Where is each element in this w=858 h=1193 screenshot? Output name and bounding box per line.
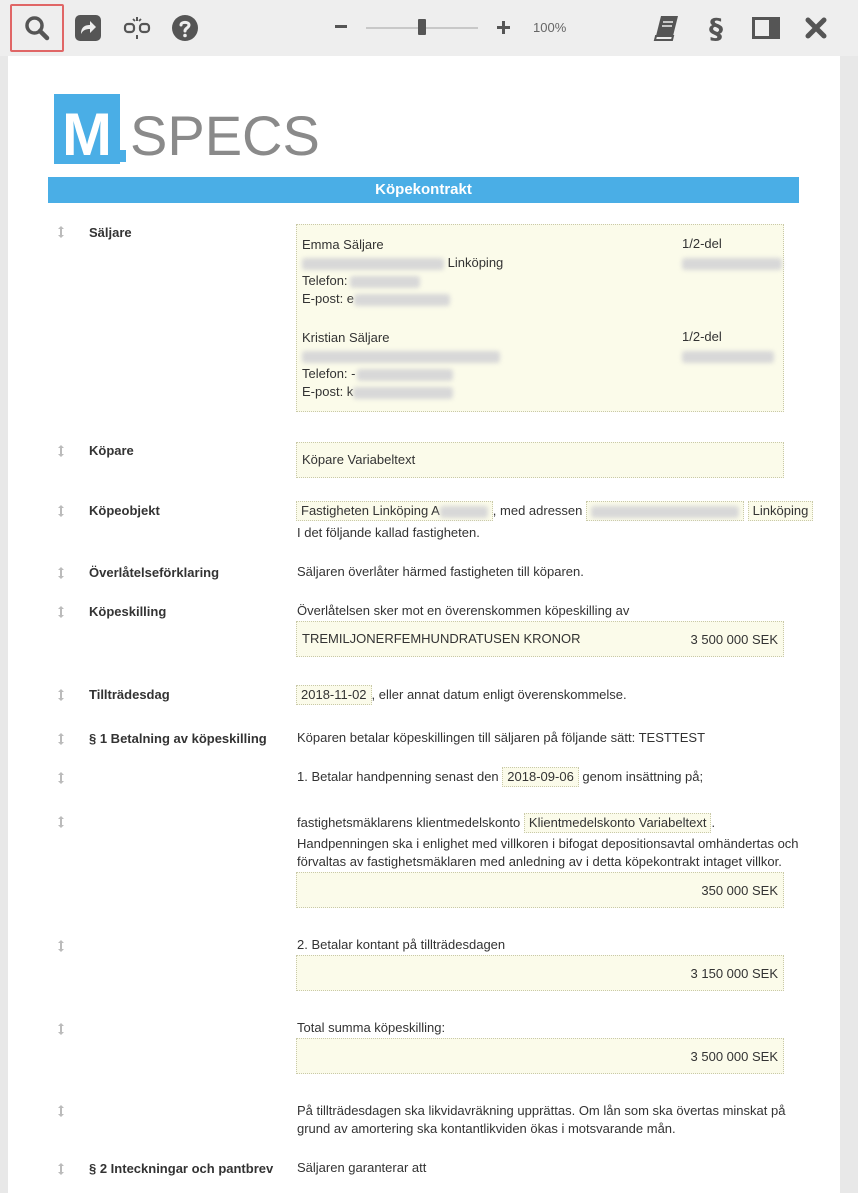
drag-handle-icon[interactable] (57, 772, 65, 784)
total-label: Total summa köpeskilling: (297, 1020, 446, 1035)
seller-1-name: Emma Säljare (302, 237, 384, 252)
section-label-mortgage: § 2 Inteckningar och pantbrev (89, 1161, 274, 1176)
search-icon (24, 15, 50, 41)
search-button[interactable] (10, 4, 64, 52)
deposit-amount: 350 000 SEK (701, 883, 778, 898)
seller-2-name: Kristian Säljare (302, 330, 390, 345)
redacted-text (682, 258, 782, 270)
close-icon (805, 17, 827, 39)
unlink-button[interactable] (116, 7, 158, 49)
sidebar-panel-icon (752, 16, 780, 40)
section-label-payment: § 1 Betalning av köpeskilling (89, 731, 267, 746)
zoom-out-button[interactable] (332, 18, 350, 36)
seller-2-email: E-post: k (302, 383, 453, 401)
section-label-access: Tillträdesdag (89, 687, 170, 702)
deposit-amount-field[interactable] (296, 872, 784, 908)
svg-text:M: M (62, 101, 112, 168)
seller-1-phone: Telefon: (302, 272, 420, 290)
svg-text:§: § (709, 13, 723, 43)
object-line-2: I det följande kallad fastigheten. (297, 525, 480, 540)
drag-handle-icon[interactable] (57, 606, 65, 618)
section-label-price: Köpeskilling (89, 604, 167, 619)
document-page (8, 56, 840, 1193)
account-line: fastighetsmäklarens klientmedelskonto Klientmedelskonto Variabeltext . (297, 813, 715, 833)
document-title: Köpekontrakt (48, 177, 799, 203)
share-button[interactable] (67, 7, 109, 49)
unlink-icon (123, 15, 151, 41)
deposit-text-2: förvaltas av fastighetsmäklaren med anledning av i detta köpekontrakt intaget villkor. (297, 854, 782, 869)
seller-2-address (302, 347, 500, 365)
city-field[interactable]: Linköping (748, 501, 814, 521)
address-field[interactable] (586, 501, 744, 521)
payment-step-1: 1. Betalar handpenning senast den 2018-09-06 genom insättning på; (297, 767, 703, 787)
seller-1-email: E-post: e (302, 290, 450, 308)
seller-2-phone: Telefon: - (302, 365, 453, 383)
price-amount: 3 500 000 SEK (690, 632, 778, 647)
cash-amount: 3 150 000 SEK (690, 966, 778, 981)
settlement-text-1: På tillträdesdagen ska likvidavräkning upprättas. Om lån som ska övertas minskat på (297, 1103, 786, 1118)
zoom-in-button[interactable] (494, 18, 512, 36)
deposit-text-1: Handpenningen ska i enlighet med villkoren i bifogat depositionsavtal omhändertas och (297, 836, 799, 851)
help-button[interactable] (164, 7, 206, 49)
price-field[interactable] (296, 621, 784, 657)
total-amount: 3 500 000 SEK (690, 1049, 778, 1064)
drag-handle-icon[interactable] (57, 445, 65, 457)
object-line-1: Fastigheten Linköping A , med adressen Linköping (296, 501, 813, 521)
book-icon (653, 14, 681, 42)
buyer-value: Köpare Variabeltext (302, 452, 416, 467)
drag-handle-icon[interactable] (57, 1163, 65, 1175)
seller-field[interactable] (296, 224, 784, 412)
close-button[interactable] (795, 7, 837, 49)
minus-icon (335, 25, 347, 29)
settlement-text-2: grund av amortering ska kontantlikviden ökas i motsvarande mån. (297, 1121, 676, 1136)
plus-icon (497, 21, 510, 34)
book-button[interactable] (646, 7, 688, 49)
drag-handle-icon[interactable] (57, 226, 65, 238)
panel-toggle-button[interactable] (745, 7, 787, 49)
total-amount-field[interactable] (296, 1038, 784, 1074)
zoom-level: 100% (533, 20, 567, 35)
access-line: 2018-11-02 , eller annat datum enligt överenskommelse. (296, 685, 627, 705)
share-icon (74, 14, 102, 42)
zoom-slider-handle[interactable] (418, 19, 426, 35)
section-label-transfer: Överlåtelseförklaring (89, 565, 220, 580)
access-date-field[interactable]: 2018-11-02 (296, 685, 372, 705)
drag-handle-icon[interactable] (57, 689, 65, 701)
drag-handle-icon[interactable] (57, 1105, 65, 1117)
payment-step-2: 2. Betalar kontant på tillträdesdagen (297, 937, 506, 952)
drag-handle-icon[interactable] (57, 816, 65, 828)
property-field[interactable]: Fastigheten Linköping A (296, 501, 493, 521)
seller-1-address: Linköping (302, 254, 503, 272)
drag-handle-icon[interactable] (57, 567, 65, 579)
section-label-buyer: Köpare (89, 443, 134, 458)
help-icon (171, 14, 199, 42)
payment-intro: Köparen betalar köpeskillingen till säljaren på följande sätt: TESTTEST (297, 730, 706, 745)
section-label-seller: Säljare (89, 225, 132, 240)
paragraph-button[interactable] (695, 7, 737, 49)
mspecs-logo (54, 94, 324, 168)
client-account-field[interactable]: Klientmedelskonto Variabeltext (524, 813, 712, 833)
drag-handle-icon[interactable] (57, 505, 65, 517)
drag-handle-icon[interactable] (57, 733, 65, 745)
redacted-text (302, 258, 444, 270)
price-text: Överlåtelsen sker mot en överenskommen köpeskilling av (297, 603, 630, 618)
toolbar (0, 0, 858, 56)
cash-amount-field[interactable] (296, 955, 784, 991)
section-sign-icon (706, 13, 726, 43)
transfer-text: Säljaren överlåter härmed fastigheten till köparen. (297, 564, 584, 579)
buyer-field[interactable] (296, 442, 784, 478)
drag-handle-icon[interactable] (57, 1023, 65, 1035)
mortgage-text: Säljaren garanterar att (297, 1160, 427, 1175)
seller-1-share: 1/2-del (682, 236, 722, 251)
price-words: TREMILJONERFEMHUNDRATUSEN KRONOR (302, 631, 581, 646)
svg-text:SPECS: SPECS (130, 104, 320, 167)
seller-2-share: 1/2-del (682, 329, 722, 344)
drag-handle-icon[interactable] (57, 940, 65, 952)
deposit-date-field[interactable]: 2018-09-06 (502, 767, 579, 787)
redacted-text (682, 351, 774, 363)
section-label-object: Köpeobjekt (89, 503, 160, 518)
